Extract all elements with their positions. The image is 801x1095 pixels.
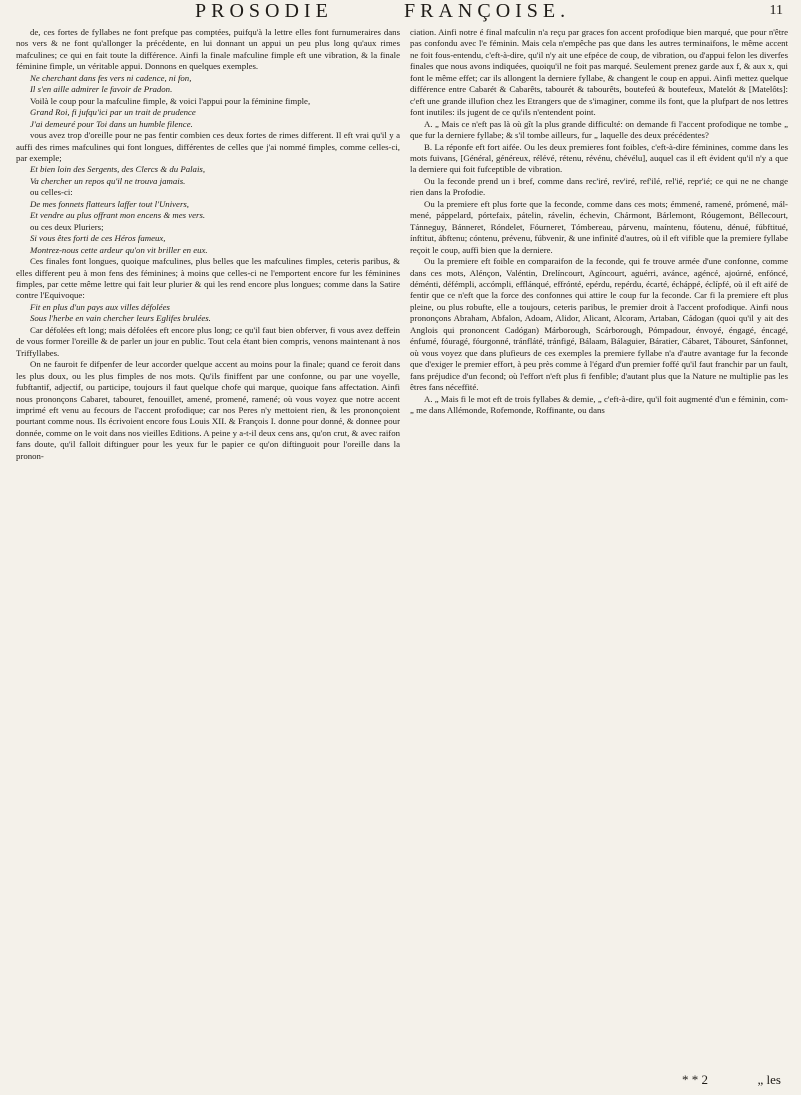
left-column <box>0 27 400 1089</box>
paragraph: Ou la premiere eft plus forte que la feconde, comme dans ces mots; émmené, ramené, prómené, mál-mené, páppelard, pórtefaix, pátelin, rávelin, échevin, Chármont, Bárlemont, Róugemont, Béllecourt, Tánneguy, Bánneret, Róndelet, Fóurneret, Tómbereau, párvenu, maíntenu, fóutenu, dénué, fúbftitué, ínftitut, ábftenu; cóntenu, prévenu, fúbvenir, & une infinité d'autres, où il eft vifible que la premiere fyllabe reçoit le coup, auffi bien que la derniere. <box>410 198 788 255</box>
paragraph: Ou la feconde prend un i bref, comme dans rec'iré, rev'iré, ref'ilé, rel'ié, repr'ié; ce qui ne ne change rien dans la Profodie. <box>410 175 788 198</box>
paragraph: vous avez trop d'oreille pour ne pas fentir combien ces deux fortes de rimes different. Il eft vrai qu'il y a auffi des rimes mafculines qui font longues, différentes de celles que j'ai nommé fimples, comme celles-ci, par exemple; <box>16 130 400 163</box>
paragraph: Car défolées eft long; mais défolées eft encore plus long; ce qu'il faut bien obferver, fi vous avez deffein de vous former l'oreille & de parler un jour en public. Tout cela étant bien compris, venons maintenant à nos Triffyllabes. <box>16 324 400 358</box>
page-number: 11 <box>769 3 783 18</box>
paragraph: de, ces fortes de fyllabes ne font prefque pas comptées, puifqu'à la lettre elles font furnumeraires dans nos vers & ne font qu'allonger la précédente, en lui donnant un appui un peu plus long qu'aux rimes mafculines; ce qui en fait toute la différence. Ainfi la finale mafculine fimple eft une vibration, & la finale féminine fimple, un véritable appui. Donnons en quelques exemples. <box>16 27 400 72</box>
paragraph: Ces finales font longues, quoique mafculines, plus belles que les mafculines fimples, ceteris paribus, & elles different peu à mon fens des féminines; à moins que celles-ci ne l'emportent encore fur les féminines fimples, par cette même lettre qui fait leur plurier & qui les rend encore plus longues; comme dans la Satire contre l'Equivoque: <box>16 256 400 301</box>
paragraph: A. „ Mais ce n'eft pas là où gît la plus grande difficulté: on demande fi l'accent profodique ne tombe „ que fur la derniere fyllabe; & s'il tombe ailleurs, fur „ laquelle des deux précédentes? <box>410 118 788 141</box>
paragraph: Voilà le coup pour la mafculine fimple, & voici l'appui pour la féminine fimple, <box>30 95 311 106</box>
verse-line: Sous l'herbe en vain chercher leurs Eglifes brulées. <box>30 313 211 324</box>
verse-line: Ne cherchant dans fes vers ni cadence, ni fon, <box>30 72 192 83</box>
paragraph: On ne fauroit fe difpenfer de leur accorder quelque accent au moins pour la finale; quand ce feroit dans les plus doux, ou les plus fimples de nos mots. Qu'ils finiffent par une confonne, ou par une voyelle, fubftantif, adjectif, ou participe, toujours il faut quelque chofe qui marque, quoique fans affectation. Ainfi nous prononçons Cabaret, tabouret, fenouillet, amené, promené, ramené; où vous voyez que notre accent imprimé eft venu au fecours de l'accent profodique; car nos Peres n'y mettoient rien, & les prononçoient pourtant comme nous. Ils écrivoient encore fous Louis XII. & François I. donne pour donné, & donnee pour donnée, comme on le voit dans nos vieilles Editions. A peine y a-t-il deux cens ans, qu'on crut, & avec raifon fans doute, qu'il falloit diftinguer pour les yeux fur le papier ce qu'on diftinguoit pour l'oreille dans la pronon- <box>16 359 400 461</box>
verse-line: Il s'en aille admirer le favoir de Pradon. <box>30 84 173 95</box>
paragraph: ou ces deux Pluriers; <box>30 221 104 232</box>
paragraph: ou celles-ci: <box>30 187 73 198</box>
paragraph: ciation. Ainfi notre é final mafculin n'a reçu par graces fon accent profodique bien marqué, que pour n'être pas confondu avec l'e féminin. Mais cela n'empêche pas que dans les autres terminaifons, le même accent ne foit fous-entendu, c'eft-à-dire, qu'il n'y ait une efpéce de coup, de vibration, ou d'appui felon les diverfes finales que nous avons indiquées, quoiqu'il ne foit pas marqué. Seulement prenez garde aux f, & aux x, qui font le même effet; car ils allongent la derniere fyllabe, & changent le coup en appui. Ainfi mettez quelque différence entre Cabarét & Cabarêts, tabourét & tabourêts, boutefeú & boutefeux, Matelót & [Matelôts]: c'eft une grande illufion chez les Etrangers que de s'imaginer, comme ils font, que la plufpart de nos lettres font inutiles: ils jugent de ce qu'ils n'entendent point. <box>410 27 788 118</box>
right-column <box>410 27 788 1089</box>
signature-mark: * * 2 <box>682 1072 708 1087</box>
running-head-left: PROSODIE <box>195 0 333 22</box>
verse-line: Grand Roi, fi jufqu'ici par un trait de prudence <box>30 107 196 118</box>
verse-line: Et vendre au plus offrant mon encens & mes vers. <box>30 210 206 221</box>
verse-line: Va chercher un repos qu'il ne trouva jamais. <box>30 175 186 186</box>
verse-line: De mes fonnets flatteurs laffer tout l'Univers, <box>30 198 189 209</box>
paragraph: B. La réponfe eft fort aifée. Ou les deux premieres font foibles, c'eft-à-dire féminines, comme dans les mots fuivans, [Général, généreux, rélévé, rétenu, révénu, chévélu], auquel cas il eft évident qu'il n'y a que la derniere qui foit fufceptible de vibration. <box>410 141 788 175</box>
verse-line: Montrez-nous cette ardeur qu'on vit briller en eux. <box>30 244 208 255</box>
paragraph: Ou la premiere eft foible en comparaifon de la feconde, qui fe trouve armée d'une confonne, comme dans ces mots, Alénçon, Valéntin, Drelíncourt, Agíncourt, aguérri, avánce, agéncé, ajoúrné, enfóncé, déménti, défémpli, accómpli, efflánqué, effrónté, epérdu, repérdu, écarté, écháppé, éclípfé, où il eft aifé de fentir que ce n'eft que la force des confonnes qui attire le coup fur la feconde. Car fi la premiere eft plus pleine, ou plus robufte, elle a toujours, ceteris paribus, le premier droit à l'accent profodique. Ainfi nous prononçons Abraham, Abfalon, Adoam, Alidor, Alicant, Alcoram, Artaban, Cádogan (quoi qu'il y ait des Anglois qui prononcent Cadógan) Márborough, Scárborough, Pómpadour, énvoyé, éngagé, éncagé, énfumé, fóuragé, fóurgonné, tránfláté, tránfigé, Bálaam, Bálaguier, Báratier, Cábaret, Tábouret, Sánfonnet, où vous voyez que dans plufieurs de ces exemples la premiere fyllabe n'a d'autre avantage fur la feconde que d'exiger le premier effort, à peu près comme à l'égard d'un premier foffé qu'il faut franchir par un fault, fans préjudice d'un fecond; où l'effort n'eft plus fi fenfible; d'autant plus que la Nature ne multiplie pas les êtres fans néceffité. <box>410 256 788 393</box>
verse-line: Et bien loin des Sergents, des Clercs & du Palais, <box>30 164 206 175</box>
catchword: „ les <box>757 1072 781 1087</box>
paragraph: A. „ Mais fi le mot eft de trois fyllabes & demie, „ c'eft-à-dire, qu'il foit augmenté d'un e féminin, com- „ me dans Allémonde, Rofemonde, Roffinante, ou dans <box>410 393 788 415</box>
running-head <box>0 0 801 26</box>
verse-line: Si vous êtes forti de ces Héros fameux, <box>30 233 166 244</box>
verse-line: J'ai demeuré pour Toi dans un humble filence. <box>30 118 193 129</box>
running-head-right: FRANÇOISE. <box>404 0 571 22</box>
verse-line: Fit en plus d'un pays aux villes défolées <box>30 301 170 312</box>
